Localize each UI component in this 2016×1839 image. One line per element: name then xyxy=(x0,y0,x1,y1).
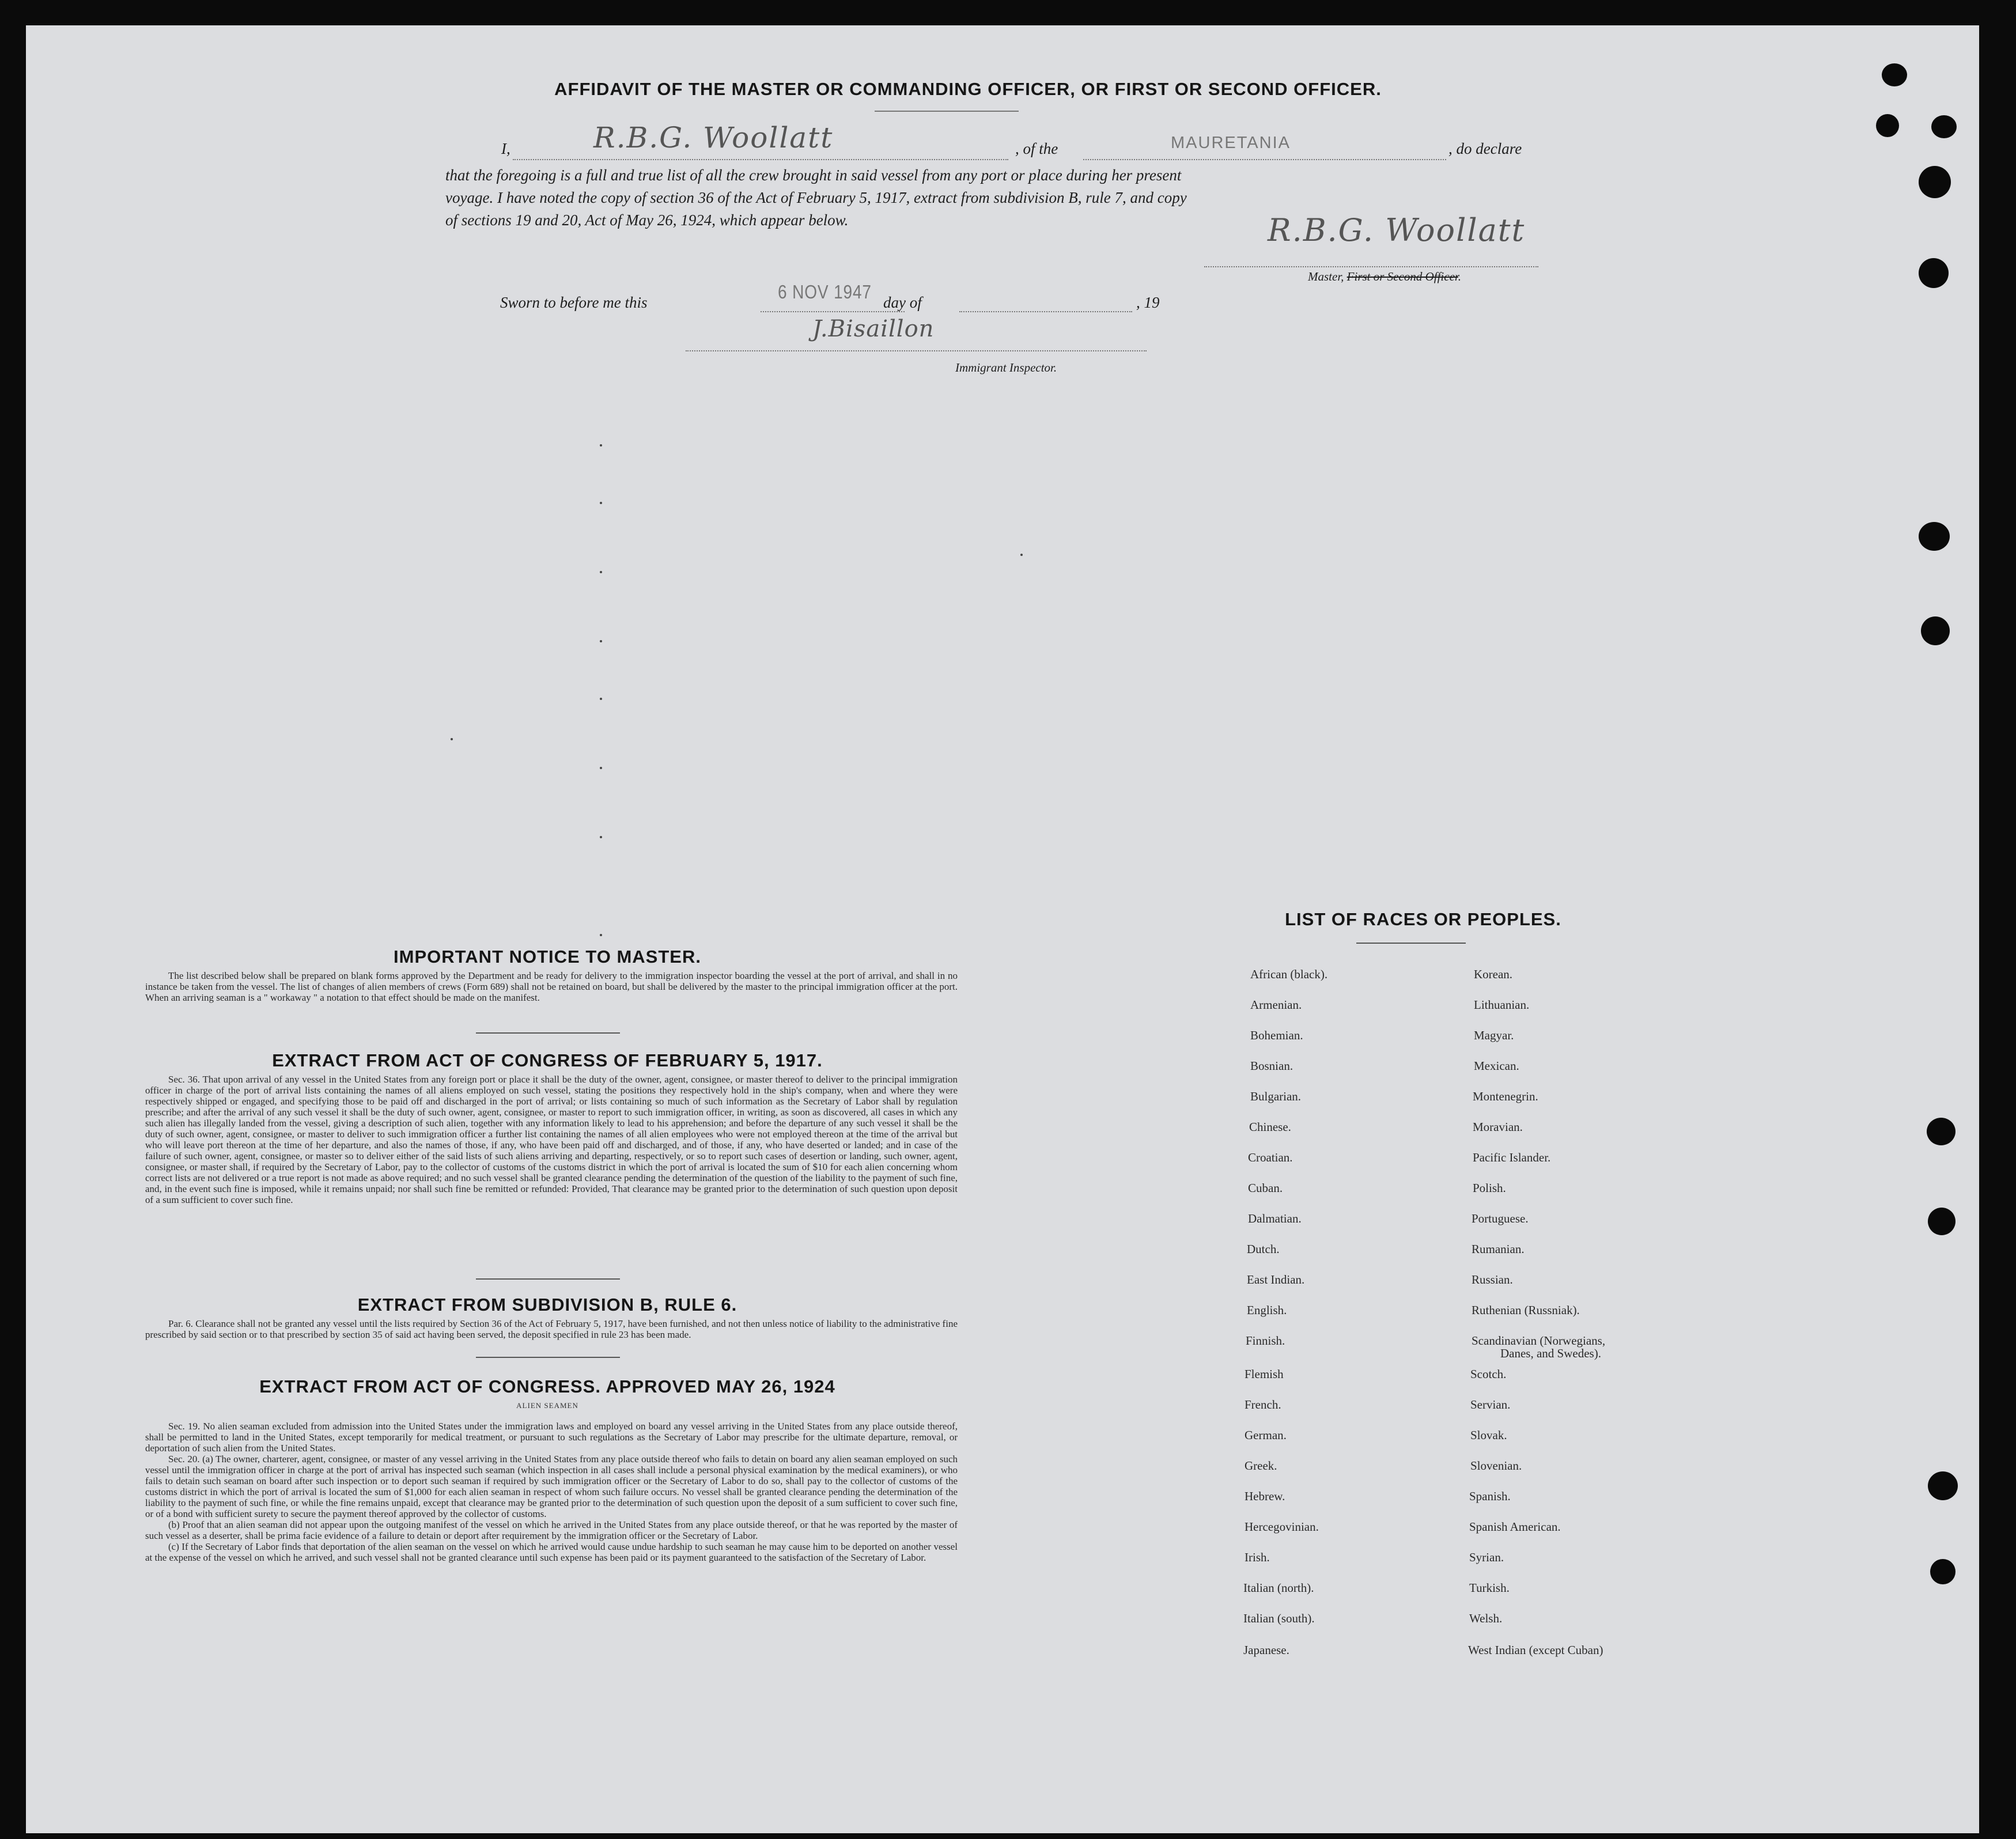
punch-hole xyxy=(1919,166,1951,198)
section-20a-text: Sec. 20. (a) The owner, charterer, agent, consignee, or master of any vessel arriving in the United States from any place outside thereof who fails to detain on board any alien seaman employed on such vessel until the immigration officer in charge at the port of arrival has inspected such seaman (which inspection in all cases shall include a personal physical examination by the medical examiners), or who fails to detain such seaman on board after such inspection or to deport such seaman if required by such immigration officer or the Secretary of Labor to do so, shall pay to the collector of customs of the customs district in which the port of arrival is located the sum of $1,000 for each alien seaman in respect of whom such failure occurs. No vessel shall be granted clearance pending the determination of the liability to the payment of such fine, or while the fine remains unpaid, except that clearance may be granted prior to the determination of such question upon the deposit of a sum sufficient to cover such fine, or of a bond with sufficient surety to secure the payment thereof approved by the collector of customs. xyxy=(145,1454,958,1519)
scan-dot xyxy=(600,934,602,936)
affidavit-i-label: I, xyxy=(501,140,510,157)
extract-1924-title: EXTRACT FROM ACT OF CONGRESS. APPROVED MAY 26, 1924 xyxy=(259,1376,835,1397)
race-left-item: French. xyxy=(1245,1398,1281,1412)
race-left-item: Chinese. xyxy=(1249,1120,1291,1134)
master-signature-line xyxy=(1204,266,1538,267)
inspector-signature: J.Bisaillon xyxy=(812,316,935,342)
punch-hole xyxy=(1931,115,1957,138)
race-right-item: Spanish American. xyxy=(1469,1520,1561,1534)
section-divider xyxy=(476,1032,620,1034)
section-20c-text: (c) If the Secretary of Labor finds that deportation of the alien seaman on the vessel on which he arrived would cause undue hardship to such seaman he may cause him to be deported on another vessel at the expense of the vessel on which he arrived, and such vessel shall not be granted clearance until such expense has been paid or its payment guaranteed to the satisfaction of the Secretary of Labor. xyxy=(145,1541,958,1563)
punch-hole xyxy=(1928,1471,1958,1500)
race-right-item: Scotch. xyxy=(1470,1367,1507,1381)
race-left-item: Bosnian. xyxy=(1250,1059,1293,1073)
race-left-item: Bulgarian. xyxy=(1250,1089,1302,1103)
punch-hole xyxy=(1921,616,1950,645)
race-left-item: Italian (south). xyxy=(1243,1611,1315,1625)
punch-hole xyxy=(1919,258,1949,288)
extract-1917-text: Sec. 36. That upon arrival of any vessel in the United States from any foreign port or place it shall be the duty of the owner, agent, consignee, or master thereof to deliver to the principal immigration officer in charge of the port of arrival lists containing the names of all aliens employed on such vessel, stating the positions they respectively hold in the ship's company, when and where they were respectively shipped or engaged, and specifying those to be paid off and discharged in the port of arrival; or lists containing so much of such information as the Secretary of Labor shall by regulation prescribe; and after the arrival of any such vessel it shall be the duty of such owner, agent, consignee, or master to report to such immigration officer, in writing, as soon as discovered, all cases in which any such alien has illegally landed from the vessel, giving a description of such alien, together with any information likely to lead to his apprehension; and before the departure of any such vessel it shall be the duty of such owner, agent, consignee, or master to deliver to such immigration officer a further list containing the names of all alien employees who were not employed thereon at the time of the arrival but who will leave port thereon at the time of her departure, and also the names of those, if any, who have been paid off and discharged, and of those, if any, who have deserted or landed; and in case of the failure of such owner, agent, consignee, or master so to deliver either of the said lists of such aliens arriving and departing, respectively, or so to report such cases of desertion or landing, such owner, agent, consignee, or master shall, if required by the Secretary of Labor, pay to the collector of customs of the customs district in which the port of arrival is located the sum of $10 for each alien concerning whom correct lists are not delivered or a true report is not made as above required; and no such vessel shall be granted clearance pending the determination of the question of the liability to the payment of such fine, and, in the event such fine is imposed, while it remains unpaid; nor shall such fine be remitted or refunded: Provided, That clearance may be granted prior to the determination of such question upon deposit of a sum sufficient to cover such fine. xyxy=(145,1074,958,1205)
race-right-item: West Indian (except Cuban) xyxy=(1468,1643,1603,1657)
notice-text: The list described below shall be prepared on blank forms approved by the Department and be ready for delivery to the immigration inspector boarding the vessel at the port of arrival, and shall in no instance be taken from the vessel. The list of changes of alien members of crews (Form 689) shall not be retained on board, but shall be delivered by the master to the principal immigration officer at the port. When an arriving seaman is a " workaway " a notation to that effect should be made on the manifest. xyxy=(145,970,958,1003)
vessel-blank-line xyxy=(1083,159,1446,160)
day-of-label: day of xyxy=(883,294,922,311)
inspector-label: Immigrant Inspector. xyxy=(955,361,1057,374)
race-left-item: Hebrew. xyxy=(1245,1489,1285,1503)
section-divider xyxy=(476,1357,620,1358)
extract-rule6-text: Par. 6. Clearance shall not be granted any vessel until the lists required by Section 36 of the Act of February 5, 1917, have been furnished, and not then unless notice of liability to the administrative fine prescribed by said section or to that prescribed by section 35 of said act having been served, the deposit specified in rule 23 has been made. xyxy=(145,1318,958,1340)
race-left-item: English. xyxy=(1247,1303,1287,1317)
race-left-item: Cuban. xyxy=(1248,1181,1283,1195)
race-left-item: Italian (north). xyxy=(1243,1581,1314,1595)
race-right-item-continuation: Danes, and Swedes). xyxy=(1500,1346,1601,1360)
scan-dot xyxy=(600,444,602,446)
race-right-item: Pacific Islander. xyxy=(1473,1151,1551,1164)
extract-1924-subtitle: ALIEN SEAMEN xyxy=(516,1401,578,1410)
master-label-period: . xyxy=(1458,270,1461,283)
title-underline xyxy=(875,111,1019,112)
race-left-item: Dutch. xyxy=(1247,1242,1280,1256)
master-name-signature: R.B.G. Woollatt xyxy=(593,121,834,154)
race-right-item: Turkish. xyxy=(1469,1581,1510,1595)
race-left-item: African (black). xyxy=(1250,967,1328,981)
affidavit-body-line-1: that the foregoing is a full and true list of all the crew brought in said vessel from any port or place during her present xyxy=(445,167,1182,184)
master-officer-label xyxy=(1308,270,1461,284)
inspector-signature-line xyxy=(686,350,1147,351)
race-left-item: Finnish. xyxy=(1246,1334,1285,1348)
scan-dot xyxy=(600,571,602,573)
race-left-item: Greek. xyxy=(1245,1459,1277,1473)
race-right-item: Russian. xyxy=(1472,1273,1513,1286)
race-left-item: Armenian. xyxy=(1250,998,1302,1012)
race-right-item: Polish. xyxy=(1473,1181,1506,1195)
race-right-item: Ruthenian (Russniak). xyxy=(1472,1303,1580,1317)
affidavit-body-line-2: voyage. I have noted the copy of section 36 of the Act of February 5, 1917, extract from subdivision B, rule 7, and copy xyxy=(445,189,1187,206)
punch-hole xyxy=(1919,522,1950,551)
year-label: , 19 xyxy=(1136,294,1160,311)
race-right-item: Lithuanian. xyxy=(1474,998,1530,1012)
race-right-item: Mexican. xyxy=(1474,1059,1519,1073)
race-right-item: Moravian. xyxy=(1473,1120,1523,1134)
of-the-label: , of the xyxy=(1015,140,1058,157)
race-left-item: East Indian. xyxy=(1247,1273,1305,1286)
scan-dot xyxy=(600,698,602,700)
race-right-item: Slovak. xyxy=(1470,1428,1507,1442)
scan-dot xyxy=(600,502,602,504)
month-blank-line xyxy=(959,311,1132,312)
punch-hole xyxy=(1927,1118,1956,1145)
scan-border xyxy=(0,1833,2016,1839)
date-stamp: 6 NOV 1947 xyxy=(778,281,872,302)
race-right-item: Montenegrin. xyxy=(1473,1089,1538,1103)
scan-dot xyxy=(451,738,453,740)
scan-dot xyxy=(1020,554,1023,556)
section-19-text: Sec. 19. No alien seaman excluded from admission into the United States under the immigration laws and employed on board any vessel arriving in the United States from any place outside thereof, shall be permitted to land in the United States, except temporarily for medical treatment, or pursuant to such regulations as the Secretary of Labor may prescribe for the ultimate departure, removal, or deportation of such alien from the United States. xyxy=(145,1421,958,1454)
race-left-item: Flemish xyxy=(1245,1367,1284,1381)
vessel-name: MAURETANIA xyxy=(1171,134,1291,152)
punch-hole xyxy=(1928,1208,1956,1235)
race-right-item: Welsh. xyxy=(1469,1611,1503,1625)
race-left-item: Croatian. xyxy=(1248,1151,1293,1164)
punch-hole xyxy=(1876,114,1899,137)
sworn-label: Sworn to before me this xyxy=(500,294,648,311)
race-right-item: Spanish. xyxy=(1469,1489,1511,1503)
race-right-item: Slovenian. xyxy=(1470,1459,1522,1473)
punch-hole xyxy=(1930,1559,1956,1584)
punch-hole xyxy=(1882,63,1907,86)
race-right-item: Syrian. xyxy=(1469,1550,1504,1564)
master-signature: R.B.G. Woollatt xyxy=(1268,212,1526,248)
affidavit-body-line-3: of sections 19 and 20, Act of May 26, 1924, which appear below. xyxy=(445,211,849,229)
extract-1924-body xyxy=(145,1421,958,1563)
races-title-underline xyxy=(1356,943,1466,944)
scan-dot xyxy=(600,640,602,642)
notice-title: IMPORTANT NOTICE TO MASTER. xyxy=(394,947,701,967)
race-right-item: Scandinavian (Norwegians, xyxy=(1472,1334,1606,1348)
affidavit-title: AFFIDAVIT OF THE MASTER OR COMMANDING OFFICER, OR FIRST OR SECOND OFFICER. xyxy=(554,79,1382,99)
race-right-item: Korean. xyxy=(1474,967,1513,981)
scan-dot xyxy=(600,836,602,838)
extract-1917-title: EXTRACT FROM ACT OF CONGRESS OF FEBRUARY 5, 1917. xyxy=(272,1050,823,1070)
section-divider xyxy=(476,1278,620,1280)
race-left-item: Hercegovinian. xyxy=(1245,1520,1319,1534)
do-declare-label: , do declare xyxy=(1448,140,1522,157)
race-right-item: Magyar. xyxy=(1474,1028,1514,1042)
race-left-item: Dalmatian. xyxy=(1248,1212,1302,1225)
race-left-item: Japanese. xyxy=(1243,1643,1289,1657)
master-label: Master, xyxy=(1308,270,1344,283)
scan-dot xyxy=(600,767,602,769)
race-left-item: Irish. xyxy=(1245,1550,1270,1564)
struck-officer-label: First or Second Officer xyxy=(1346,270,1458,283)
race-right-item: Servian. xyxy=(1470,1398,1511,1412)
race-left-item: German. xyxy=(1245,1428,1287,1442)
race-right-item: Rumanian. xyxy=(1472,1242,1525,1256)
race-left-item: Bohemian. xyxy=(1250,1028,1303,1042)
extract-rule6-title: EXTRACT FROM SUBDIVISION B, RULE 6. xyxy=(357,1295,737,1315)
name-blank-line xyxy=(513,159,1008,160)
race-right-item: Portuguese. xyxy=(1472,1212,1529,1225)
races-title: LIST OF RACES OR PEOPLES. xyxy=(1285,909,1561,929)
section-20b-text: (b) Proof that an alien seaman did not appear upon the outgoing manifest of the vessel on which he arrived in the United States from any place outside thereof, or that he was reported by the master of such vessel as a deserter, shall be prima facie evidence of a failure to detain or deport after requirement by the immigration officer or the Secretary of Labor. xyxy=(145,1519,958,1541)
